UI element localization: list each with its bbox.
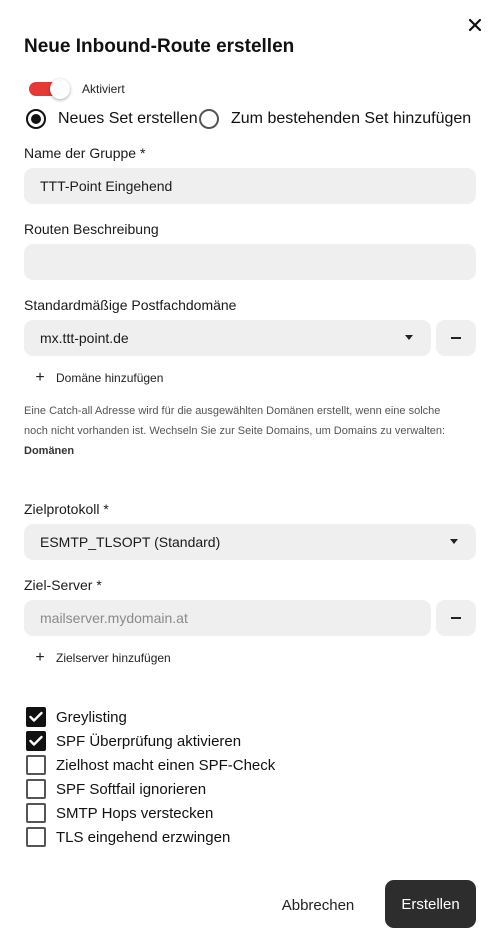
group-name-input[interactable]: [40, 168, 476, 204]
checkbox[interactable]: [26, 803, 46, 823]
checkbox-checked[interactable]: [26, 731, 46, 751]
radio-new-set-label: Neues Set erstellen: [58, 110, 198, 127]
option-hide-hops[interactable]: [26, 803, 213, 823]
caret-down-icon: [450, 539, 458, 544]
remove-domain-button[interactable]: [436, 320, 476, 356]
dialog-title: Neue Inbound-Route erstellen: [24, 36, 295, 57]
mailbox-domain-select[interactable]: [24, 320, 431, 356]
create-button[interactable]: Erstellen: [385, 880, 476, 928]
option-label: TLS eingehend erzwingen: [56, 828, 231, 846]
checkbox[interactable]: [26, 755, 46, 775]
target-server-field[interactable]: [24, 600, 431, 636]
route-description-input[interactable]: [40, 244, 476, 280]
option-force-tls[interactable]: [26, 827, 230, 847]
option-label: SMTP Hops verstecken: [56, 804, 214, 822]
mailbox-domain-value: mx.ttt-point.de: [40, 330, 129, 346]
protocol-label: Zielprotokoll *: [24, 501, 109, 517]
route-description-field[interactable]: [24, 244, 476, 280]
protocol-value: ESMTP_TLSOPT (Standard): [40, 534, 221, 550]
plus-icon: +: [35, 649, 45, 666]
check-icon: [29, 735, 43, 747]
checkbox[interactable]: [26, 827, 46, 847]
target-server-label: Ziel-Server *: [24, 577, 102, 593]
catch-all-info-text: Eine Catch-all Adresse wird für die ausgewählten Domänen erstellt, wenn eine solche noch nicht vorhanden ist. Wechseln Sie zur Seite Domains, um Domains zu verwalten:: [24, 405, 446, 437]
radio-existing-set[interactable]: [199, 108, 471, 130]
minus-icon: [451, 337, 461, 339]
domains-link[interactable]: Domänen: [24, 445, 75, 457]
add-domain-label: Domäne hinzufügen: [56, 371, 164, 385]
add-server-label: Zielserver hinzufügen: [56, 651, 171, 665]
option-spf-softfail[interactable]: [26, 779, 206, 799]
caret-down-icon: [405, 335, 413, 340]
cancel-button[interactable]: Abbrechen: [281, 896, 355, 914]
minus-icon: [451, 617, 461, 619]
group-name-label: Name der Gruppe *: [24, 145, 146, 161]
option-label: SPF Softfail ignorieren: [56, 780, 207, 798]
radio-circle: [199, 109, 219, 129]
option-label: SPF Überprüfung aktivieren: [56, 732, 242, 750]
enabled-toggle[interactable]: [29, 80, 71, 98]
radio-circle-selected: [26, 109, 46, 129]
radio-new-set[interactable]: [26, 108, 198, 130]
option-label: Greylisting: [56, 708, 127, 726]
option-greylisting[interactable]: [26, 707, 127, 727]
toggle-knob: [50, 79, 70, 99]
option-target-spf[interactable]: [26, 755, 275, 775]
option-label: Zielhost macht einen SPF-Check: [56, 756, 276, 774]
close-button[interactable]: [464, 14, 486, 36]
enabled-toggle-label: Aktiviert: [82, 82, 125, 96]
mailbox-domain-label: Standardmäßige Postfachdomäne: [24, 297, 237, 313]
radio-existing-set-label: Zum bestehenden Set hinzufügen: [231, 110, 472, 127]
route-description-label: Routen Beschreibung: [24, 221, 159, 237]
catch-all-info: [24, 401, 464, 461]
group-name-field[interactable]: [24, 168, 476, 204]
close-icon: [468, 18, 482, 32]
remove-server-button[interactable]: [436, 600, 476, 636]
option-spf-check[interactable]: [26, 731, 241, 751]
plus-icon: +: [35, 369, 45, 386]
target-server-input[interactable]: [40, 600, 431, 636]
checkbox-checked[interactable]: [26, 707, 46, 727]
add-domain-button[interactable]: [34, 369, 163, 387]
checkbox[interactable]: [26, 779, 46, 799]
add-server-button[interactable]: [34, 649, 171, 667]
check-icon: [29, 711, 43, 723]
protocol-select[interactable]: [24, 524, 476, 560]
